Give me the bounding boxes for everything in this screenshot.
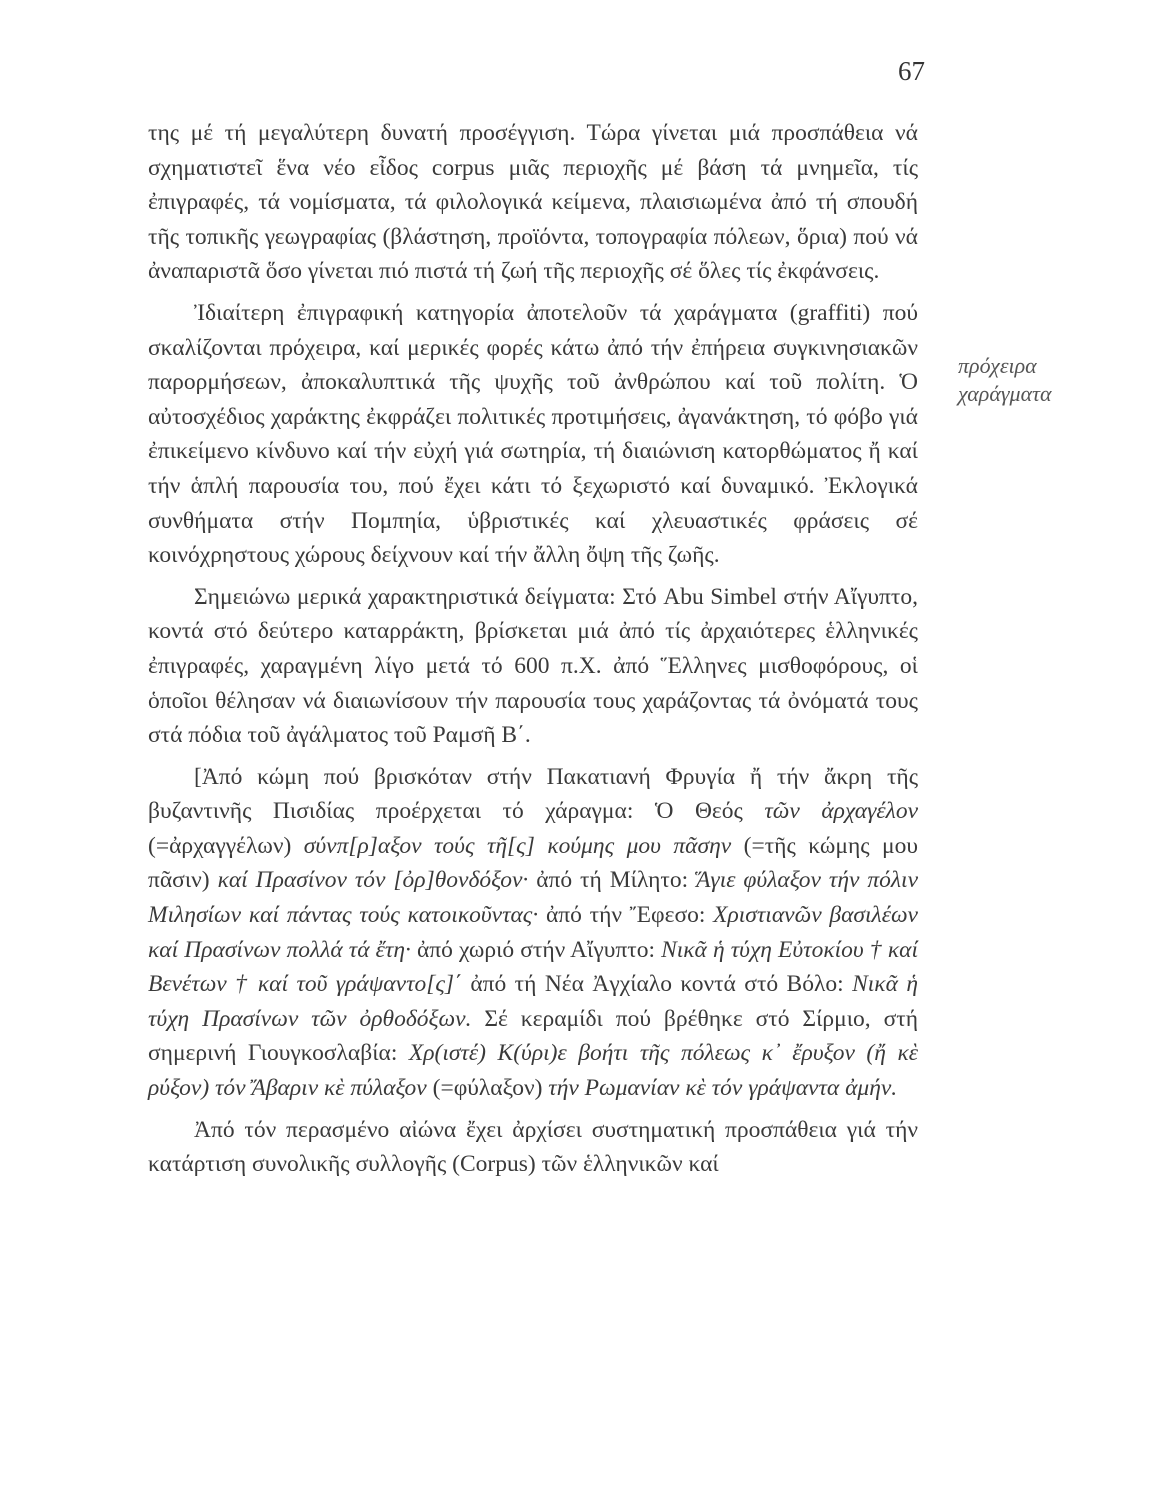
text-segment: (=ἀρχαγγέλων): [148, 832, 304, 859]
text-segment: (=φύλαξον): [426, 1075, 549, 1102]
inscription-quote: Ἅγιε φύλαξον τήν πόλιν Μιλησίων καί πάντας τούς κατοικοῦντας·: [148, 867, 918, 929]
paragraph: Ἰδιαίτερη ἐπιγραφική κατηγορία ἀποτελοῦν τά χαράγματα (graffiti) πού σκαλίζονται πρόχειρα, καί μερικές φορές κάτω ἀπό τήν ἐπήρεια συγκινησιακῶν παρορμήσεων, ἀποκαλυπτικά τῆς ψυχῆς τοῦ ἀνθρώπου καί τοῦ πολίτη. Ὁ αὐτοσχέδιος χαράκτης ἐκφράζει πολιτικές προτιμήσεις, ἀγανάκτηση, τό φόβο γιά ἐπικείμενο κίνδυνο καί τήν εὐχή γιά σωτηρία, τή διαιώνιση κατορθώματος ἤ καί τήν ἁπλή παρουσία του, πού ἔχει κάτι τό ξεχωριστό καί δυναμικό. Ἐκλογικά συνθήματα στήν Πομπηία, ὑβριστικές καί χλευαστικές φράσεις σέ κοινόχρηστους χώρους δείχνουν καί τήν ἄλλη ὄψη τῆς ζωῆς.: [148, 299, 918, 569]
text-segment: Σέ κεραμίδι πού βρέθηκε στό Σίρμιο, στή σημερινή Γιουγκοσλαβία:: [148, 1005, 918, 1067]
text-segment: ἀπό χωριό στήν Αἴγυπτο:: [410, 936, 662, 963]
margin-note-line: χαράγματα: [958, 381, 1052, 406]
paragraph: της μέ τή μεγαλύτερη δυνατή προσέγγιση. Τώρα γίνεται μιά προσπάθεια νά σχηματιστεῖ ἕνα νέο εἶδος corpus μιᾶς περιοχῆς μέ βάση τά μνημεῖα, τίς ἐπιγραφές, τά νομίσματα, τά φιλολογικά κείμενα, πλαισιωμένα ἀπό τή σπουδή τῆς τοπικῆς γεωγραφίας (βλάστηση, προϊόντα, τοπογραφία πόλεων, ὅρια) πού νά ἀναπαριστᾶ ὅσο γίνεται πιό πιστά τή ζωή τῆς περιοχῆς σέ ὅλες τίς ἐκφάνσεις.: [148, 120, 918, 285]
inscription-quote: σύνπ[ρ]αξον τούς τῆ[ς] κούμης μου πᾶσην: [303, 832, 732, 859]
inscription-quote: Χρ(ιστέ) Κ(ύρι)ε βοήτι τῆς πόλεως κ᾽ ἔρυξον (ἤ κὲ ρύξον) τόν Ἄβαριν κὲ πύλαξον: [148, 1040, 918, 1102]
text-segment: ἀπό τή Νέα Ἀγχίαλο κοντά στό Βόλο:: [461, 971, 853, 998]
inscription-quote: Νικᾶ ἡ τύχη Πρασίνων τῶν ὀρθοδόξων.: [148, 971, 918, 1032]
paragraph: Σημειώνω μερικά χαρακτηριστικά δείγματα: Στό Abu Simbel στήν Αἴγυπτο, κοντά στό δεύτερο καταρράκτη, βρίσκεται μιά ἀπό τίς ἀρχαιότερες ἑλληνικές ἐπιγραφές, χαραγμένη λίγο μετά τό 600 π.Χ. ἀπό Ἕλληνες μισθοφόρους, οἱ ὁποῖοι θέλησαν νά διαιωνίσουν τήν παρουσία τους χαράζοντας τά ὀνόματά τους στά πόδια τοῦ ἀγάλματος τοῦ Ραμσῆ Β΄.: [148, 583, 918, 749]
inscription-quote: Νικᾶ ἡ τύχη Εὐτοκίου † καί Βενέτων † καί τοῦ γράψαντο[ς]΄: [148, 936, 918, 998]
margin-note: [958, 352, 1098, 408]
inscription-quote: Χριστιανῶν βασιλέων καί Πρασίνων πολλά τά ἔτη·: [148, 902, 918, 963]
text-segment: ἀπό τή Μίλητο:: [528, 867, 697, 894]
page-number: 67: [898, 56, 925, 86]
body-text: [148, 116, 918, 1189]
paragraph: Ἀπό τόν περασμένο αἰώνα ἔχει ἀρχίσει συστηματική προσπάθεια γιά τήν κατάρτιση συνολικῆς συλλογῆς (Corpus) τῶν ἑλληνικῶν καί: [148, 1116, 918, 1178]
margin-note-line: πρόχειρα: [958, 353, 1037, 378]
text-segment: (=τῆς κώμης μου πᾶσιν): [148, 832, 919, 894]
text-segment: ἀπό τήν Ἔφεσο:: [538, 902, 714, 929]
text-segment: [Ἀπό κώμη πού βρισκόταν στήν Πακατιανή Φρυγία ἤ τήν ἄκρη τῆς βυζαντινῆς Πισιδίας προέρχεται τό χάραγμα: Ὁ Θεός: [148, 763, 918, 825]
paragraph-inscriptions: [148, 760, 918, 1106]
inscription-quote: τῶν ἀρχαγέλον: [764, 798, 918, 825]
inscription-quote: τήν Ρωμανίαν κὲ τόν γράψαντα ἀμήν.: [548, 1075, 898, 1102]
inscription-quote: καί Πρασίνον τόν [ὀρ]θονδόξον·: [217, 867, 529, 894]
